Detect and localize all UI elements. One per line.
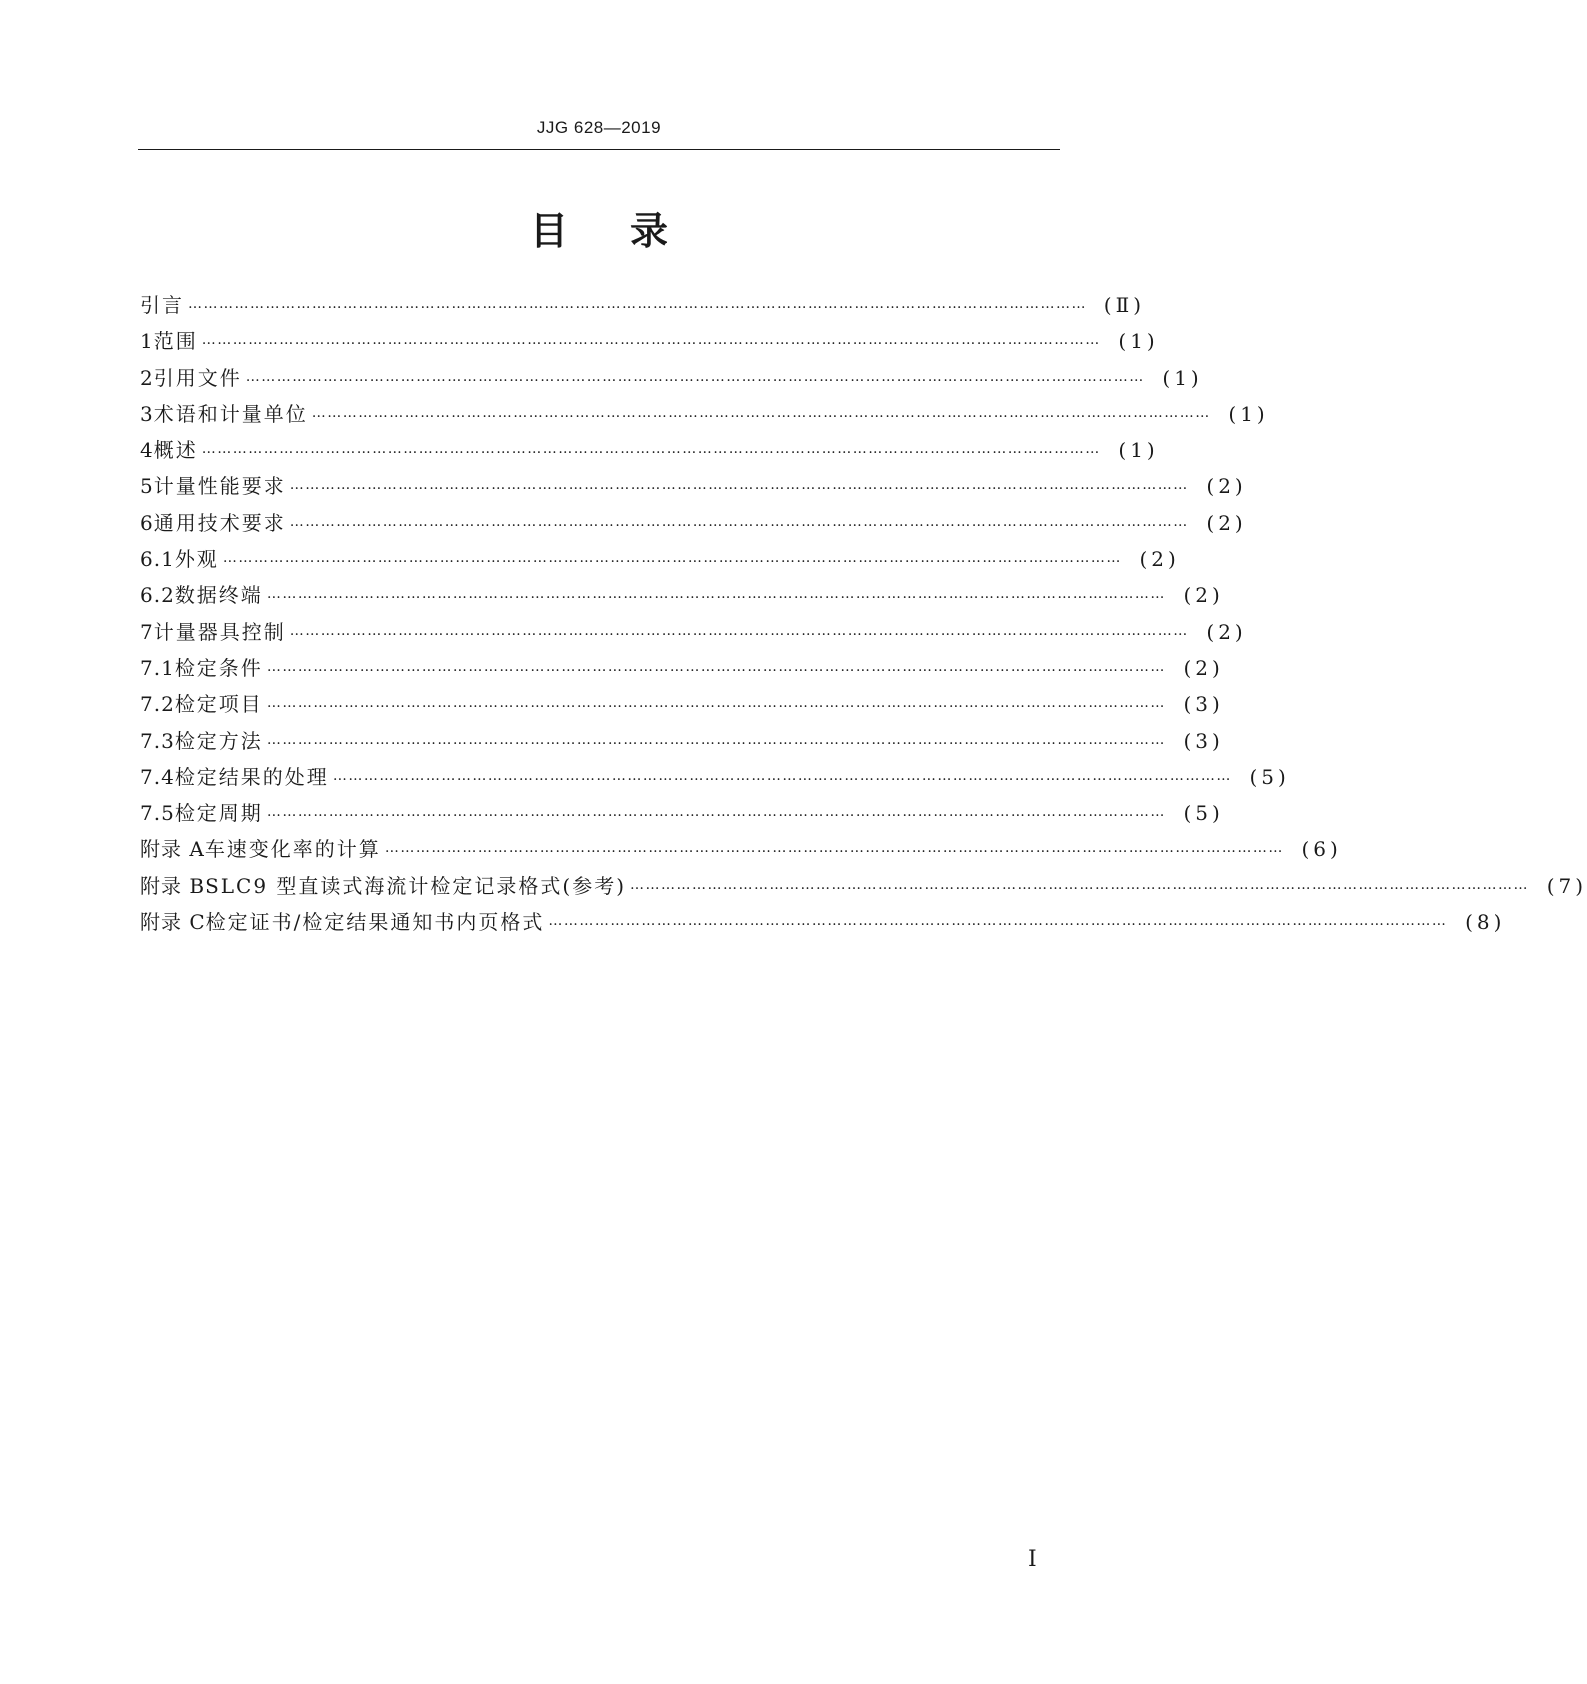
header-rule: [138, 149, 1060, 150]
toc-entry-number: 1: [140, 329, 154, 354]
toc-dot-leader: …………………………………………………………………………………………………………………………………………………………: [188, 296, 1087, 312]
toc-dot-leader: …………………………………………………………………………………………………………………………………………………………: [266, 658, 1166, 675]
toc-entry-number: 2: [140, 365, 154, 390]
toc-entry[interactable]: [140, 870, 1587, 906]
toc-dot-leader: …………………………………………………………………………………………………………………………………………………………: [311, 404, 1211, 421]
toc-dot-leader: …………………………………………………………………………………………………………………………………………………………: [245, 368, 1145, 385]
toc-entry-number: 6: [140, 510, 154, 535]
toc-entry-page: (1): [1162, 365, 1203, 390]
toc-dot-leader: …………………………………………………………………………………………………………………………………………………………: [289, 477, 1189, 494]
toc-entry-number: 附录 A: [140, 837, 205, 862]
toc-entry-number: 6.1: [140, 547, 175, 572]
toc-entry[interactable]: [140, 616, 1247, 652]
toc-entry[interactable]: [140, 797, 1224, 833]
toc-dot-leader: …………………………………………………………………………………………………………………………………………………………: [201, 332, 1101, 349]
toc-entry-page: (2): [1183, 655, 1224, 680]
toc-entry-page: (6): [1301, 837, 1342, 862]
toc-entry-page: (3): [1183, 728, 1224, 753]
toc-entry[interactable]: [140, 325, 1159, 361]
toc-entry-number: 3: [140, 401, 154, 426]
toc-dot-leader: …………………………………………………………………………………………………………………………………………………………: [266, 731, 1166, 748]
toc-entry-number: 7.3: [140, 728, 175, 753]
toc-dot-leader: …………………………………………………………………………………………………………………………………………………………: [266, 586, 1166, 603]
toc-entry-label: 概述: [153, 438, 198, 463]
toc-entry-number: 附录 B: [140, 873, 206, 898]
toc-entry-number: 7.4: [140, 764, 175, 789]
toc-entry-page: (5): [1249, 764, 1290, 789]
toc-dot-leader: …………………………………………………………………………………………………………………………………………………………: [266, 804, 1166, 821]
toc-entry[interactable]: [140, 507, 1247, 543]
toc-entry-label: 外观: [174, 547, 219, 572]
title-char-1: 目: [529, 209, 568, 253]
toc-dot-leader: …………………………………………………………………………………………………………………………………………………………: [630, 876, 1530, 893]
toc-entry-page: (1): [1118, 329, 1159, 354]
toc-entry-page: (5): [1183, 801, 1224, 826]
toc-entry-number: 6.2: [140, 583, 175, 608]
toc-entry-label: 检定周期: [174, 801, 263, 826]
toc-dot-leader: …………………………………………………………………………………………………………………………………………………………: [222, 550, 1122, 567]
toc-dot-leader: …………………………………………………………………………………………………………………………………………………………: [332, 767, 1232, 784]
toc-entry-page: (1): [1118, 438, 1159, 463]
toc-entry-label: 数据终端: [174, 583, 263, 608]
standard-code-header: JJG 628—2019: [536, 118, 662, 137]
toc-entry-page: (Ⅱ): [1103, 293, 1145, 317]
toc-entry[interactable]: [140, 688, 1224, 724]
toc-entry-page: (2): [1183, 583, 1224, 608]
toc-entry-number: 7.1: [140, 655, 175, 680]
toc-entry[interactable]: [140, 362, 1203, 398]
toc-entry-number: 7.5: [140, 801, 175, 826]
toc-dot-leader: …………………………………………………………………………………………………………………………………………………………: [548, 913, 1448, 930]
toc-entry-label: 检定结果的处理: [174, 764, 329, 789]
toc-entry-number: 附录 C: [140, 910, 206, 935]
toc-entry-label: 车速变化率的计算: [204, 837, 381, 862]
toc-dot-leader: …………………………………………………………………………………………………………………………………………………………: [289, 622, 1189, 639]
toc-entry[interactable]: [140, 543, 1180, 579]
toc-entry-page: (2): [1206, 619, 1247, 644]
toc-entry-label: 检定条件: [174, 655, 263, 680]
toc-entry-label: 引用文件: [153, 365, 242, 390]
toc-entry[interactable]: [140, 833, 1342, 869]
toc-entry-label: 检定证书/检定结果通知书内页格式: [205, 910, 545, 935]
toc-entry[interactable]: [140, 906, 1506, 942]
toc-entry-label: 通用技术要求: [153, 510, 286, 535]
toc-entry-page: (2): [1206, 510, 1247, 535]
toc-entry-label: 检定方法: [174, 728, 263, 753]
toc-dot-leader: …………………………………………………………………………………………………………………………………………………………: [266, 695, 1166, 712]
toc-entry-number: 5: [140, 474, 154, 499]
toc-entry-label: 术语和计量单位: [153, 401, 308, 426]
toc-entry[interactable]: [140, 289, 1145, 325]
toc-entry-page: (2): [1139, 547, 1180, 572]
toc-entry-number: 7.2: [140, 692, 175, 717]
toc-entry-number: 7: [140, 619, 154, 644]
toc-entry-page: (8): [1465, 910, 1506, 935]
toc-entry-label: 计量性能要求: [153, 474, 286, 499]
toc-entry-number: 4: [140, 438, 154, 463]
table-of-contents: [140, 289, 1587, 942]
toc-entry-label: 计量器具控制: [153, 619, 286, 644]
page-number: Ⅰ: [1028, 1547, 1037, 1572]
toc-entry-page: (1): [1228, 401, 1269, 426]
toc-entry[interactable]: [140, 579, 1224, 615]
toc-entry[interactable]: [140, 652, 1224, 688]
toc-entry-label: 检定项目: [174, 692, 263, 717]
toc-entry[interactable]: [140, 725, 1224, 761]
toc-dot-leader: …………………………………………………………………………………………………………………………………………………………: [384, 840, 1284, 857]
toc-entry-page: (7): [1546, 873, 1587, 898]
toc-entry-label: SLC9 型直读式海流计检定记录格式(参考): [205, 873, 627, 898]
toc-entry-page: (2): [1206, 474, 1247, 499]
toc-entry-label: 引言: [140, 293, 184, 317]
toc-entry-page: (3): [1183, 692, 1224, 717]
toc-entry[interactable]: [140, 761, 1290, 797]
title-char-2: 录: [630, 209, 669, 253]
page-title: [138, 200, 1060, 255]
toc-entry[interactable]: [140, 470, 1247, 506]
toc-entry[interactable]: [140, 398, 1269, 434]
toc-entry[interactable]: [140, 434, 1159, 470]
toc-dot-leader: …………………………………………………………………………………………………………………………………………………………: [289, 513, 1189, 530]
toc-dot-leader: …………………………………………………………………………………………………………………………………………………………: [201, 441, 1101, 458]
toc-entry-label: 范围: [153, 329, 198, 354]
